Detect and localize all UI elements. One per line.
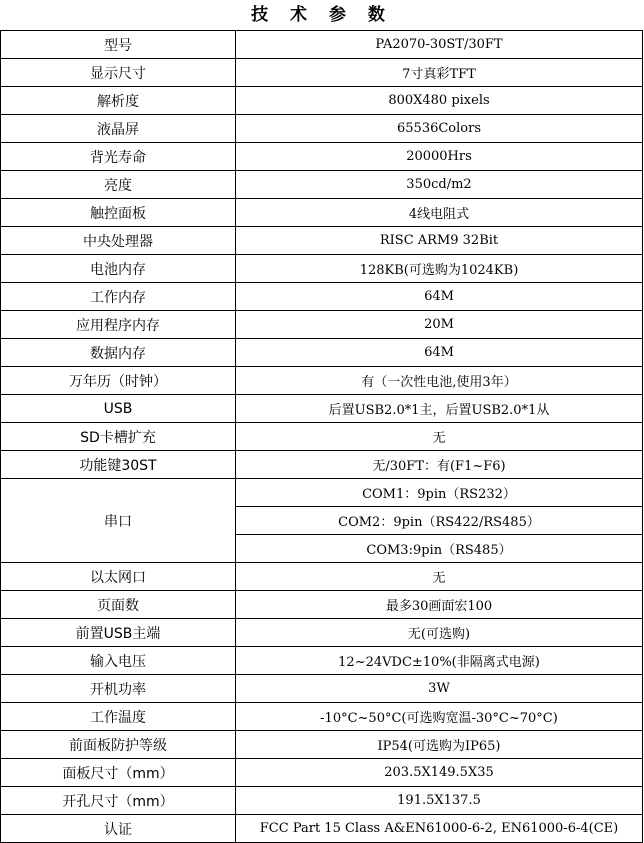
table-row	[1, 731, 643, 759]
spec-value: 64M	[236, 283, 643, 311]
table-row	[1, 703, 643, 731]
spec-value: 7寸真彩TFT	[236, 59, 643, 87]
spec-value: COM2：9pin（RS422/RS485）	[236, 507, 643, 535]
spec-value: IP54(可选购为IP65)	[236, 731, 643, 759]
table-row	[1, 647, 643, 675]
spec-label: 解析度	[1, 87, 236, 115]
spec-value: RISC ARM9 32Bit	[236, 227, 643, 255]
spec-value: COM1：9pin（RS232）	[236, 479, 643, 507]
spec-value: PA2070-30ST/30FT	[236, 31, 643, 59]
spec-value: 无/30FT：有(F1~F6)	[236, 451, 643, 479]
spec-value: 65536Colors	[236, 115, 643, 143]
spec-label: 输入电压	[1, 647, 236, 675]
spec-value: 3W	[236, 675, 643, 703]
spec-label: 型号	[1, 31, 236, 59]
table-row	[1, 31, 643, 59]
spec-label: 认证	[1, 815, 236, 843]
table-row	[1, 143, 643, 171]
spec-label: 开孔尺寸（mm）	[1, 787, 236, 815]
spec-value: 后置USB2.0*1主，后置USB2.0*1从	[236, 395, 643, 423]
table-row	[1, 115, 643, 143]
table-row	[1, 423, 643, 451]
spec-value: 有（一次性电池,使用3年）	[236, 367, 643, 395]
table-row	[1, 451, 643, 479]
spec-label: 显示尺寸	[1, 59, 236, 87]
table-row	[1, 311, 643, 339]
spec-value: FCC Part 15 Class A&EN61000-6-2, EN61000-6-4(CE)	[236, 815, 643, 843]
table-row	[1, 367, 643, 395]
spec-label: 开机功率	[1, 675, 236, 703]
spec-label: 应用程序内存	[1, 311, 236, 339]
spec-value: 191.5X137.5	[236, 787, 643, 815]
table-row	[1, 759, 643, 787]
spec-label: 万年历（时钟）	[1, 367, 236, 395]
spec-label: 面板尺寸（mm）	[1, 759, 236, 787]
spec-label: SD卡槽扩充	[1, 423, 236, 451]
spec-value: COM3:9pin（RS485）	[236, 535, 643, 563]
table-row	[1, 479, 643, 507]
table-row	[1, 255, 643, 283]
spec-label: 数据内存	[1, 339, 236, 367]
spec-value: 20000Hrs	[236, 143, 643, 171]
spec-label: 中央处理器	[1, 227, 236, 255]
spec-label: 工作内存	[1, 283, 236, 311]
page-title: 技 术 参 数	[251, 5, 393, 25]
spec-value: 20M	[236, 311, 643, 339]
spec-label: 电池内存	[1, 255, 236, 283]
spec-label: 触控面板	[1, 199, 236, 227]
spec-value: 64M	[236, 339, 643, 367]
spec-label: 串口	[1, 479, 236, 563]
table-row	[1, 591, 643, 619]
table-row	[1, 59, 643, 87]
spec-label: 亮度	[1, 171, 236, 199]
spec-label: 工作温度	[1, 703, 236, 731]
table-row	[1, 395, 643, 423]
spec-value: 无	[236, 423, 643, 451]
spec-value: 最多30画面宏100	[236, 591, 643, 619]
spec-value: 128KB(可选购为1024KB)	[236, 255, 643, 283]
spec-value: 203.5X149.5X35	[236, 759, 643, 787]
spec-label: 以太网口	[1, 563, 236, 591]
spec-value: 无(可选购)	[236, 619, 643, 647]
spec-label: 背光寿命	[1, 143, 236, 171]
table-row	[1, 787, 643, 815]
table-row	[1, 227, 643, 255]
table-row	[1, 199, 643, 227]
spec-value: 350cd/m2	[236, 171, 643, 199]
table-row	[1, 339, 643, 367]
table-row	[1, 815, 643, 843]
spec-value: 4线电阻式	[236, 199, 643, 227]
table-row	[1, 87, 643, 115]
spec-label: 页面数	[1, 591, 236, 619]
table-row	[1, 171, 643, 199]
spec-value: -10°C~50°C(可选购宽温-30°C~70°C)	[236, 703, 643, 731]
spec-label: 液晶屏	[1, 115, 236, 143]
table-row	[1, 283, 643, 311]
spec-label: 功能键30ST	[1, 451, 236, 479]
spec-label: 前置USB主端	[1, 619, 236, 647]
table-row	[1, 675, 643, 703]
spec-label: USB	[1, 395, 236, 423]
table-row	[1, 619, 643, 647]
spec-value: 12~24VDC±10%(非隔离式电源)	[236, 647, 643, 675]
spec-value: 无	[236, 563, 643, 591]
table-row	[1, 563, 643, 591]
spec-label: 前面板防护等级	[1, 731, 236, 759]
spec-table	[0, 30, 643, 843]
spec-value: 800X480 pixels	[236, 87, 643, 115]
